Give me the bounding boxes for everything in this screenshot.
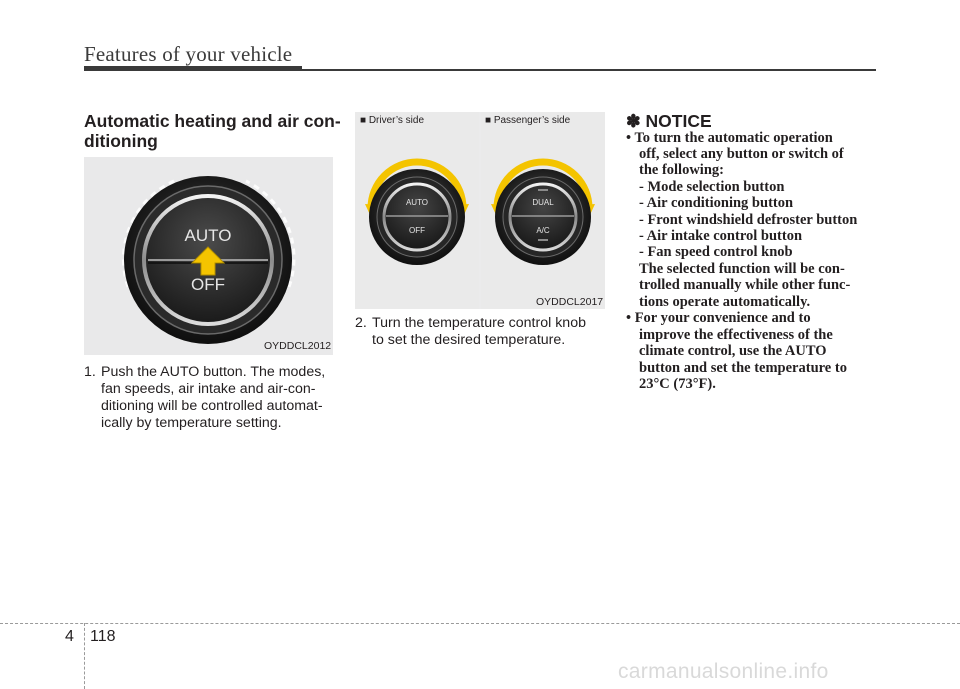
notice-body — [626, 130, 886, 410]
step-1-line3: ditioning will be controlled automat- — [101, 398, 323, 414]
passenger-side-label: ■ Passenger’s side — [485, 115, 571, 126]
chapter-number: 4 — [65, 628, 74, 645]
notice-title: ✽ NOTICE — [626, 111, 712, 131]
notice-sub-intake: - Air intake control button — [639, 228, 803, 244]
knob-off-label: OFF — [191, 275, 225, 294]
notice-b1-after2: trolled manually while other func- — [639, 277, 851, 293]
notice-sub-ac: - Air conditioning button — [639, 195, 794, 211]
passenger-ac-label: A/C — [536, 226, 550, 235]
temperature-knobs-photo — [355, 112, 605, 309]
photo-code-2012: OYDDCL2012 — [264, 340, 332, 352]
photo-code-2017: OYDDCL2017 — [536, 296, 604, 308]
notice-sub-mode: - Mode selection button — [639, 179, 785, 195]
footer-vertical-rule — [84, 623, 85, 689]
step-2 — [355, 315, 617, 351]
driver-auto-label: AUTO — [405, 198, 429, 207]
section-title — [84, 111, 346, 151]
step-2-line1: Turn the temperature control knob — [372, 315, 586, 331]
notice-b1-after1: The selected function will be con- — [639, 261, 845, 277]
knob-auto-label: AUTO — [184, 226, 232, 245]
auto-button-photo — [84, 157, 333, 355]
section-title-line2: ditioning — [84, 131, 158, 151]
step-1 — [84, 364, 346, 436]
notice-sub-fan: - Fan speed control knob — [639, 244, 793, 260]
step-2-line2: to set the desired temperature. — [372, 332, 566, 348]
watermark: carmanualsonline.info — [618, 660, 829, 683]
notice-b2-line4: button and set the temperature to — [639, 360, 847, 376]
notice-b2-line5: 23°C (73°F). — [639, 376, 716, 392]
notice-sub-defroster: - Front windshield defroster button — [639, 212, 858, 228]
notice-b1-after3: tions operate automatically. — [639, 294, 811, 310]
page-header-title: Features of your vehicle — [84, 42, 293, 66]
step-2-number: 2. — [355, 315, 367, 331]
notice-b1-line3: the following: — [639, 162, 724, 178]
header-rule-thick — [84, 66, 302, 71]
step-1-line2: fan speeds, air intake and air-con- — [101, 381, 316, 397]
temperature-knobs-illustration — [355, 112, 605, 309]
step-1-line1: Push the AUTO button. The modes, — [101, 364, 326, 380]
header-rule-thin — [302, 69, 876, 71]
auto-knob-illustration — [84, 157, 333, 355]
notice-b2-line2: improve the effectiveness of the — [639, 327, 833, 343]
step-1-number: 1. — [84, 364, 96, 380]
passenger-dual-label: DUAL — [532, 198, 554, 207]
notice-b1-line1: • To turn the automatic operation — [626, 130, 833, 146]
driver-side-label: ■ Driver’s side — [360, 115, 425, 126]
footer-rule — [0, 623, 960, 624]
notice-b2-line1: • For your convenience and to — [626, 310, 811, 326]
driver-off-label: OFF — [409, 226, 425, 235]
notice-b1-line2: off, select any button or switch of — [639, 146, 844, 162]
section-title-line1: Automatic heating and air con- — [84, 111, 341, 131]
step-1-line4: ically by temperature setting. — [101, 415, 282, 431]
notice-b2-line3: climate control, use the AUTO — [639, 343, 827, 359]
page-number: 118 — [90, 628, 116, 645]
